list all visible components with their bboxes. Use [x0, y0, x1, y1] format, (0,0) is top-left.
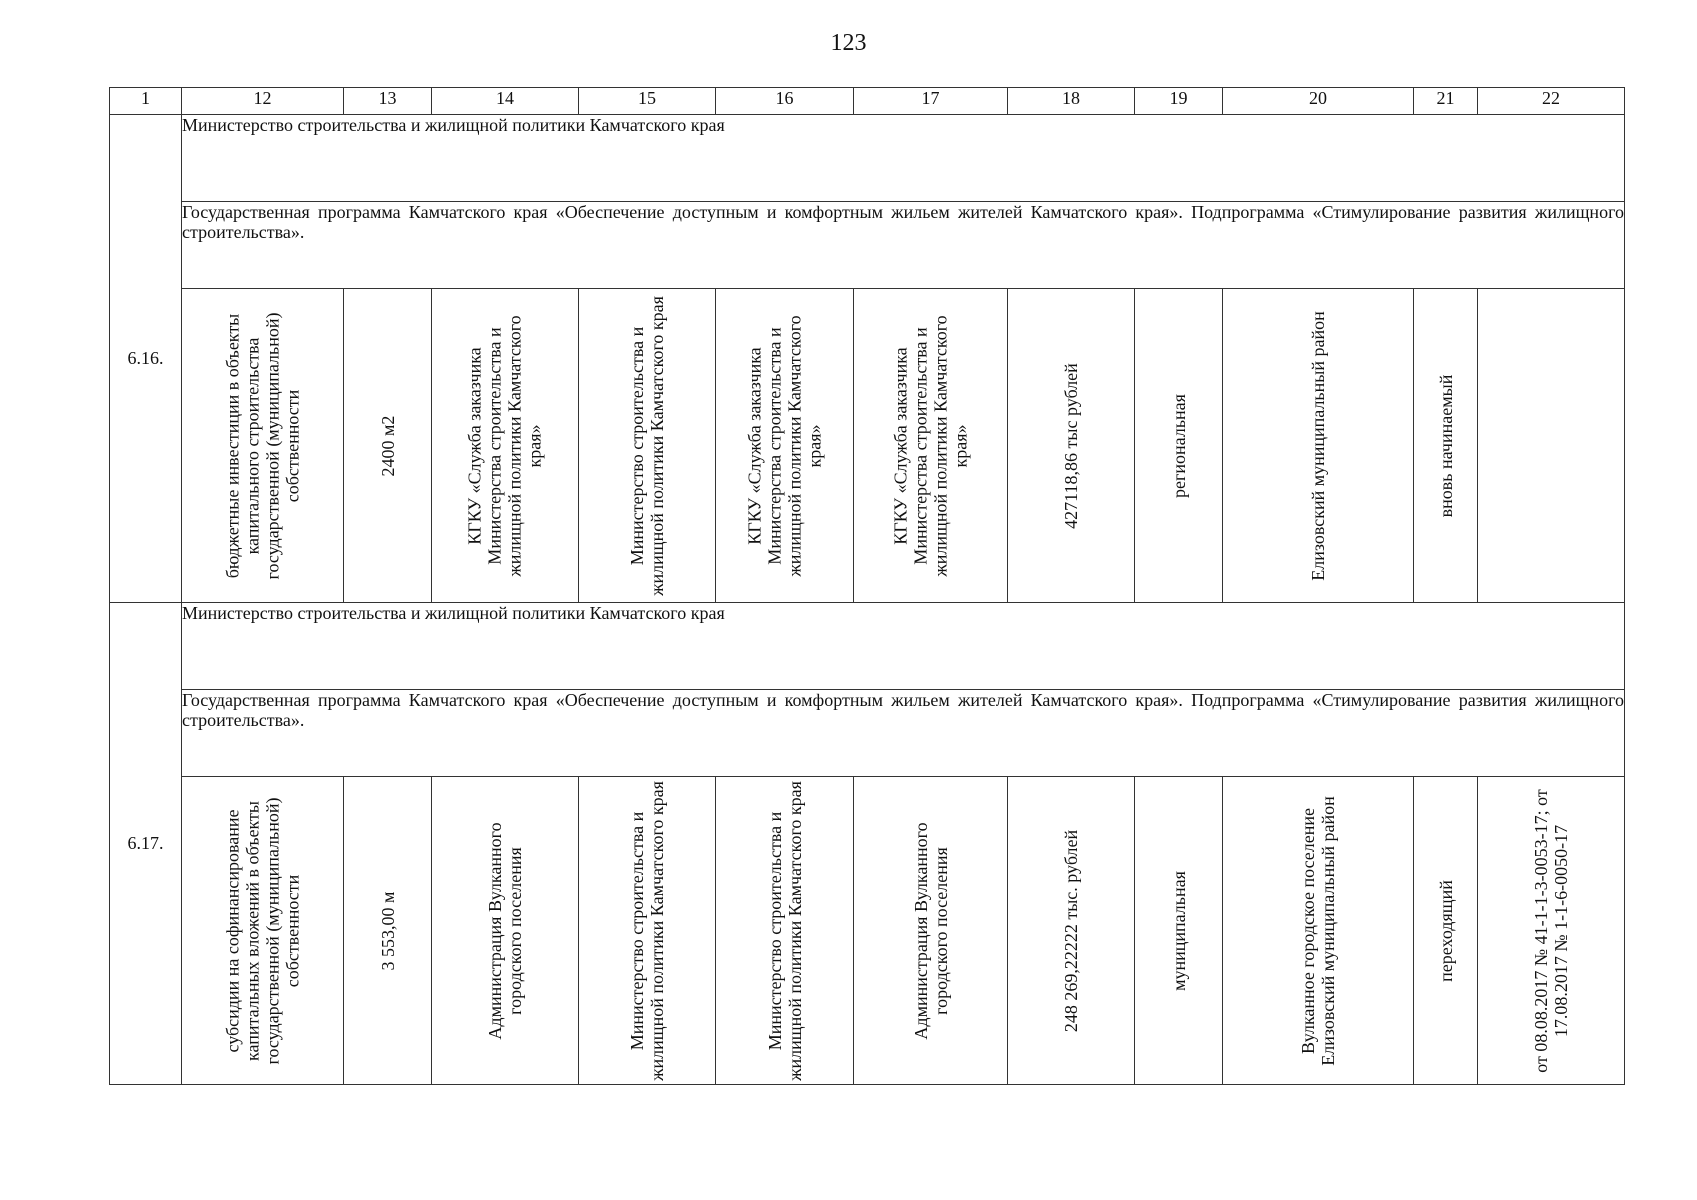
ownership: региональная: [1168, 393, 1189, 498]
customer: Администрация Вулканного городского поселения: [484, 821, 525, 1040]
capacity: 2400 м2: [377, 415, 398, 476]
expertise: от 08.08.2017 № 41-1-1-3-0053-17; от 17.08.2017 № 1-1-6-0050-17: [1530, 788, 1571, 1073]
ministry-cell: Министерство строительства и жилищной политики Камчатского края: [182, 115, 1625, 202]
administrator: Министерство строительства и жилищной политики Камчатского края: [626, 295, 667, 596]
column-header: 22: [1478, 88, 1625, 115]
status: переходящий: [1435, 879, 1456, 982]
cost-cell: [1008, 777, 1135, 1085]
location: Вулканное городское поселение Елизовский муниципальный район: [1297, 795, 1338, 1066]
recipient-cell: [716, 777, 854, 1085]
recipient-cell: [716, 289, 854, 603]
funding-type: бюджетные инвестиции в объекты капитального строительства государственной (муниципальной) собственности: [222, 312, 303, 579]
funding-type-cell: [182, 777, 344, 1085]
cost-cell: [1008, 289, 1135, 603]
column-header: 13: [344, 88, 432, 115]
ministry-row: [110, 603, 1625, 690]
expertise-cell: [1478, 289, 1625, 603]
details-row: [110, 777, 1625, 1085]
administrator: Министерство строительства и жилищной политики Камчатского края: [626, 780, 667, 1081]
program-row: [110, 690, 1625, 777]
details-row: [110, 289, 1625, 603]
status: вновь начинаемый: [1435, 374, 1456, 517]
program-cell: Государственная программа Камчатского края «Обеспечение доступным и комфортным жильем жителей Камчатского края». Подпрограмма «Стимулирование развития жилищного строительства».: [182, 690, 1625, 777]
row-number: 6.16.: [110, 115, 182, 603]
location-cell: [1223, 289, 1414, 603]
column-header: 19: [1135, 88, 1223, 115]
column-header: 16: [716, 88, 854, 115]
column-header: 14: [432, 88, 579, 115]
administrator-cell: [579, 289, 716, 603]
status-cell: [1414, 289, 1478, 603]
capacity-cell: [344, 289, 432, 603]
funding-type: субсидии на софинансирование капитальных вложений в объекты государственной (муниципальной) собственности: [222, 797, 303, 1064]
ministry-cell: Министерство строительства и жилищной политики Камчатского края: [182, 603, 1625, 690]
capacity: 3 553,00 м: [377, 891, 398, 970]
column-header: 12: [182, 88, 344, 115]
recipient: Министерство строительства и жилищной политики Камчатского края: [764, 780, 805, 1081]
customer: КГКУ «Служба заказчика Министерства строительства и жилищной политики Камчатского края»: [464, 314, 546, 577]
program-row: [110, 202, 1625, 289]
column-header: 21: [1414, 88, 1478, 115]
expertise-cell: [1478, 777, 1625, 1085]
developer: Администрация Вулканного городского поселения: [910, 821, 951, 1040]
ownership: муниципальная: [1168, 870, 1189, 991]
cost: 427118,86 тыс рублей: [1060, 362, 1081, 529]
column-header: 20: [1223, 88, 1414, 115]
column-header: 1: [110, 88, 182, 115]
funding-type-cell: [182, 289, 344, 603]
developer-cell: [854, 289, 1008, 603]
customer-cell: [432, 289, 579, 603]
ownership-cell: [1135, 777, 1223, 1085]
program-cell: Государственная программа Камчатского края «Обеспечение доступным и комфортным жильем жителей Камчатского края». Подпрограмма «Стимулирование развития жилищного строительства».: [182, 202, 1625, 289]
column-header: 17: [854, 88, 1008, 115]
ministry-row: [110, 115, 1625, 202]
cost: 248 269,22222 тыс. рублей: [1060, 829, 1081, 1032]
column-header: 18: [1008, 88, 1135, 115]
developer-cell: [854, 777, 1008, 1085]
capacity-cell: [344, 777, 432, 1085]
recipient: КГКУ «Служба заказчика Министерства строительства и жилищной политики Камчатского края»: [744, 314, 825, 577]
ownership-cell: [1135, 289, 1223, 603]
page-number: 123: [830, 30, 867, 56]
status-cell: [1414, 777, 1478, 1085]
location: Елизовский муниципальный район: [1307, 310, 1328, 581]
customer-cell: [432, 777, 579, 1085]
administrator-cell: [579, 777, 716, 1085]
projects-table: [109, 87, 1625, 1085]
developer: КГКУ «Служба заказчика Министерства строительства и жилищной политики Камчатского края»: [890, 314, 971, 577]
column-header-row: [110, 88, 1625, 115]
column-header: 15: [579, 88, 716, 115]
location-cell: [1223, 777, 1414, 1085]
row-number: 6.17.: [110, 603, 182, 1085]
